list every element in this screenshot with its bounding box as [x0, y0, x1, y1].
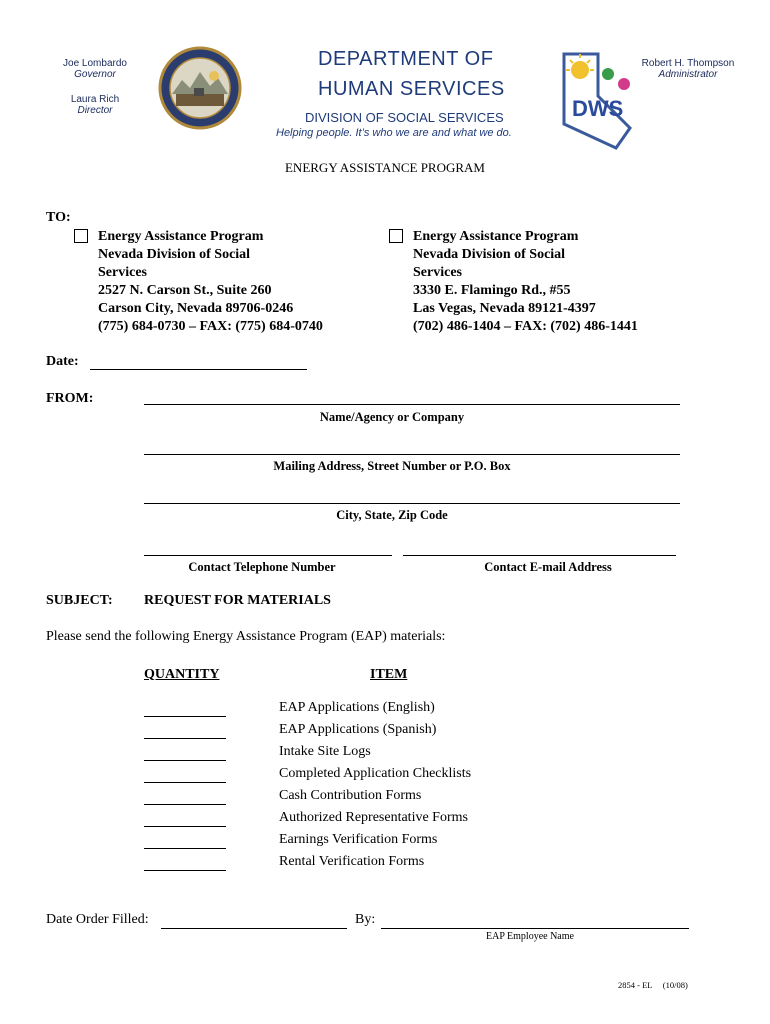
division-name: DIVISION OF SOCIAL SERVICES [305, 110, 504, 125]
quantity-field-intake-logs[interactable] [144, 760, 226, 761]
tagline: Helping people. It’s who we are and what we do. [276, 127, 512, 139]
governor-block [52, 58, 138, 116]
las-vegas-office-checkbox[interactable] [389, 229, 403, 243]
material-item: Cash Contribution Forms [279, 788, 422, 803]
quantity-field-rental-verification[interactable] [144, 870, 226, 871]
material-item: Authorized Representative Forms [279, 810, 468, 825]
material-item: EAP Applications (Spanish) [279, 722, 437, 737]
director-name: Laura Rich [70, 94, 120, 105]
date-label: Date: [46, 354, 79, 369]
date-field[interactable] [90, 369, 307, 370]
intro-text: Please send the following Energy Assistance Program (EAP) materials: [46, 629, 446, 644]
quantity-field-checklists[interactable] [144, 782, 226, 783]
form-number: 2854 - EL (10/08) [618, 980, 688, 990]
quantity-field-cash-contribution[interactable] [144, 804, 226, 805]
email-label: Contact E-mail Address [484, 560, 612, 574]
by-label: By: [355, 912, 376, 927]
name-agency-field[interactable] [144, 404, 680, 405]
mailing-address-label: Mailing Address, Street Number or P.O. Box [273, 459, 511, 473]
material-item: Intake Site Logs [279, 744, 371, 759]
quantity-field-authorized-rep[interactable] [144, 826, 226, 827]
material-item: Completed Application Checklists [279, 766, 472, 781]
mailing-address-field[interactable] [144, 454, 680, 455]
city-state-zip-field[interactable] [144, 503, 680, 504]
quantity-field-earnings-verification[interactable] [144, 848, 226, 849]
city-state-zip-label: City, State, Zip Code [336, 508, 448, 522]
dept-line1: DEPARTMENT OF [318, 48, 494, 70]
subject-text: REQUEST FOR MATERIALS [144, 593, 331, 608]
material-item: Rental Verification Forms [279, 854, 425, 869]
governor-name: Joe Lombardo [63, 58, 127, 69]
date-order-filled-label: Date Order Filled: [46, 912, 149, 927]
material-item: Earnings Verification Forms [279, 832, 438, 847]
phone-field[interactable] [144, 555, 392, 556]
governor-title: Governor [74, 69, 116, 80]
admin-name: Robert H. Thompson [641, 58, 735, 69]
item-header: ITEM [370, 667, 408, 682]
phone-label: Contact Telephone Number [188, 560, 336, 574]
director-title: Director [77, 105, 113, 116]
quantity-field-spanish-apps[interactable] [144, 738, 226, 739]
las-vegas-office-address: Energy Assistance Program Nevada Division of Social Services 3330 E. Flamingo Rd., #55 Las Vegas, Nevada 89121-4397 (702) 486-1404 – FAX: (702) 486-1441 [413, 229, 638, 334]
email-field[interactable] [403, 555, 676, 556]
employee-name-label: EAP Employee Name [486, 931, 574, 942]
material-item: EAP Applications (English) [279, 700, 435, 715]
carson-city-office-address: Energy Assistance Program Nevada Division of Social Services 2527 N. Carson St., Suite 260 Carson City, Nevada 89706-0246 (775) 684-0730 – FAX: (775) 684-0740 [98, 229, 323, 334]
logo-letters: DWS [572, 96, 624, 121]
state-seal-icon [158, 42, 242, 134]
date-order-filled-field[interactable] [161, 928, 347, 929]
subject-label: SUBJECT: [46, 593, 113, 608]
quantity-field-english-apps[interactable] [144, 716, 226, 717]
carson-city-office-checkbox[interactable] [74, 229, 88, 243]
admin-title: Administrator [658, 69, 718, 80]
from-label: FROM: [46, 391, 94, 406]
dept-line2: HUMAN SERVICES [318, 78, 505, 100]
administrator-block [636, 58, 740, 80]
name-agency-label: Name/Agency or Company [319, 410, 465, 424]
employee-name-field[interactable] [381, 928, 689, 929]
to-label: TO: [46, 210, 71, 225]
program-title: ENERGY ASSISTANCE PROGRAM [284, 160, 485, 175]
dws-logo-icon [558, 44, 640, 154]
quantity-header: QUANTITY [144, 667, 220, 682]
